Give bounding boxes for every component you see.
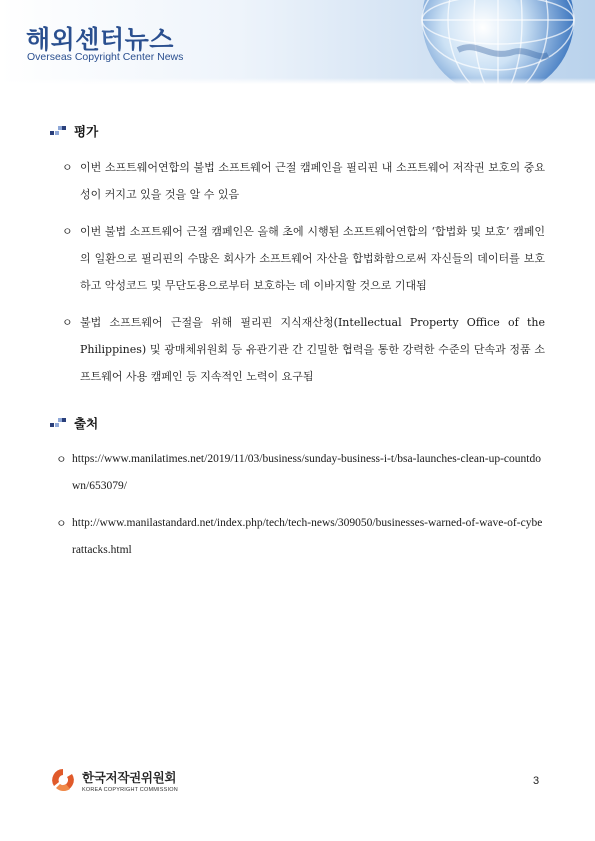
circle-bullet: ㅇ (62, 161, 73, 174)
section-heading-label: 평가 (74, 124, 99, 139)
square-bullet-icon (50, 418, 66, 428)
footer-logo (50, 767, 178, 793)
section-heading-sources (50, 414, 545, 432)
circle-bullet: ㅇ (62, 316, 73, 329)
page-content (50, 122, 545, 574)
list-item (50, 446, 545, 500)
globe-icon (418, 0, 578, 84)
circle-bullet: ㅇ (56, 453, 67, 466)
square-bullet-icon (50, 126, 66, 136)
source-link[interactable]: https://www.manilatimes.net/2019/11/03/business/sunday-business-i-t/bsa-launches-clean-up-countdown/653079/ (72, 453, 541, 492)
list-item (50, 309, 545, 390)
sources-list (50, 446, 545, 564)
list-item-text: 이번 소프트웨어연합의 불법 소프트웨어 근절 캠페인을 필리핀 내 소프트웨어 저작권 보호의 중요성이 커지고 있을 것을 알 수 있음 (80, 161, 545, 201)
page-number: 3 (533, 775, 540, 787)
list-item (50, 218, 545, 299)
source-link[interactable]: http://www.manilastandard.net/index.php/tech/tech-news/309050/businesses-warned-of-wave-of-cyberattacks.html (72, 517, 543, 556)
list-item (50, 154, 545, 208)
list-item-text: 이번 불법 소프트웨어 근절 캠페인은 올해 초에 시행된 소프트웨어연합의 ‘합법화 및 보호’ 캠페인의 일환으로 필리핀의 수많은 회사가 소프트웨어 자산을 합법화함으로써 자신들의 데이터를 보호하고 악성코드 및 무단도용으로부터 보호하는 데 이바지할 것으로 기대됨 (80, 225, 545, 292)
circle-bullet: ㅇ (56, 517, 67, 530)
list-item-text: 불법 소프트웨어 근절을 위해 필리핀 지식재산청(Intellectual Property Office of the Philippines) 및 광매체위원회 등 유관기관 간 긴밀한 협력을 통한 강력한 수준의 단속과 정품 소프트웨어 사용 캠페인 등 지속적인 노력이 요구됨 (80, 316, 545, 383)
evaluation-list (50, 154, 545, 390)
page-header (0, 0, 595, 84)
section-heading-evaluation (50, 122, 545, 140)
circle-bullet: ㅇ (62, 225, 73, 238)
newsletter-subtitle: Overseas Copyright Center News (27, 51, 184, 63)
org-name-korean: 한국저작권위원회 (82, 769, 177, 785)
kcc-logo-icon (50, 767, 76, 793)
org-name-english: KOREA COPYRIGHT COMMISSION (82, 786, 178, 793)
section-heading-label: 출처 (74, 416, 99, 431)
list-item (50, 510, 545, 564)
newsletter-title: 해외센터뉴스 (26, 25, 174, 54)
